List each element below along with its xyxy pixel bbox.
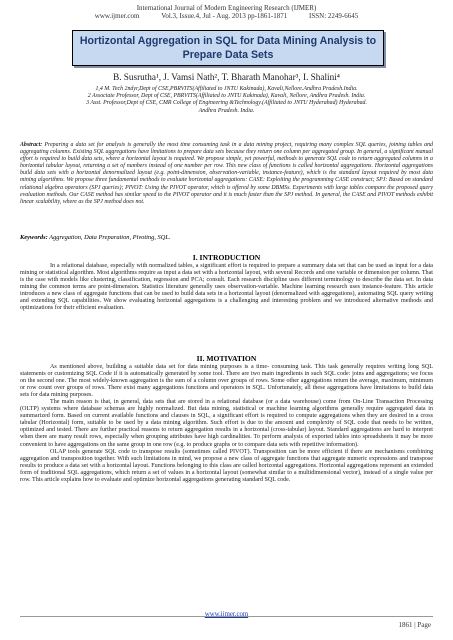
- journal-volume: Vol.3, Issue.4, Jul - Aug. 2013 pp-1861-1871: [161, 12, 288, 20]
- section-body-motivation: [20, 364, 433, 484]
- affiliation-1: 1,4 M. Tech 2ndyr,Dept of CSE,PBRVITS(Affiliated to JNTU Kakinada), Kavali,Nellore.Andhra Pradesh.India.: [95, 86, 358, 92]
- paragraph: OLAP tools generate SQL code to transpose results (sometimes called PIVOT). Transposition can be more efficient if there are mechanisms combining aggregation and transposition together. With such limitations in mind, we propose a new class of aggregate functions that aggregate numeric expressions and transpose results to produce a data set with a horizontal layout. Functions belonging to this class are called horizontal aggregations. Horizontal aggregations represent an extended form of traditional SQL aggregations, which return a set of values in a horizontal layout (somewhat similar to a multidimensional vector), instead of a single value per row. This article explains how to evaluate and optimize horizontal aggregations generating standard SQL code.: [20, 448, 433, 483]
- keywords-label: Keywords:: [20, 234, 48, 241]
- paper-title-box: [72, 30, 384, 66]
- affiliations: [20, 86, 433, 115]
- section-heading-motivation: II. MOTIVATION: [196, 354, 257, 363]
- journal-info-line: [0, 12, 453, 20]
- keywords-text: Aggregation, Data Preparation, Pivoting, SQL.: [47, 234, 171, 241]
- author-list: B. Susrutha¹, J. Vamsi Nath², T. Bharath Manohar³, I. Shalini⁴: [113, 72, 340, 82]
- paragraph: As mentioned above, building a suitable data set for data mining purposes is a time- consuming task. This task generally requires writing long SQL statements or customizing SQL Code if it is automatically generated by some tool. There are two main ingredients in such SQL code: joins and aggregations; we focus on the second one. The most widely-known aggregation is the sum of a column over groups of rows. Some other aggregations return the average, maximum, minimum or row count over groups of rows. There exist many aggregations functions and operators in SQL. Unfortunately, all these aggregations have limitations to build data sets for data mining purposes.: [20, 364, 433, 399]
- paper-title-line-1: Hortizontal Aggregation in SQL for Data Mining Analysis to: [79, 35, 377, 47]
- affiliation-3: 3 Asst. Professor,Dept of CSE, CMR College of Engineering &Technology.(Affiliated to JNTU Hyderabad) Hyderabad.: [86, 100, 367, 107]
- paragraph: In a relational database, especially with normalized tables, a significant effort is required to prepare a summary data set that can be used as input for a data mining or statistical algorithm. Most algorithms require as input a data set with a horizontal layout, with several Records and one variable or dimension per column. That is the case with models like clustering, classification, regression and PCA; consult. Each research discipline uses different terminology to describe the data set. In data mining the common terms are point-dimension. Statistics literature generally uses observation-variable. Machine learning research uses instance-feature. This article introduces a new class of aggregate functions that can be used to build data sets in a horizontal layout (denormalized with aggregations), automating SQL query writing and extending SQL capabilities. We show evaluating horizontal aggregations is a challenging and interesting problem and we introduced alternative methods and optimizations for their efficient evaluation.: [20, 263, 433, 312]
- journal-issn: ISSN: 2249-6645: [309, 12, 359, 20]
- section-heading-introduction: I. INTRODUCTION: [192, 253, 261, 262]
- journal-name: International Journal of Modern Engineering Research (IJMER): [136, 4, 317, 12]
- paragraph: The main reason is that, in general, data sets that are stored in a relational database (or a data warehouse) come from On-Line Transaction Processing (OLTP) systems where database schemas are highly normalized. But data mining, statistical or machine learning algorithms generally require aggregated data in summarized form. Based on current available functions and clauses in SQL, a significant effort is required to compute aggregations when they are desired in a cross tabular (Horizontal) form, suitable to be used by a data mining algorithm. Such effort is due to the amount and complexity of SQL code that needs to be written, optimized and tested. There are further practical reasons to return aggregation results in a horizontal (cross-tabular) layout. Standard aggregations are hard to interpret when there are many result rows, especially when grouping attributes have high cardinalities. To perform analysis of exported tables into spreadsheets it may be more convenient to have aggregations on the same group in one row (e.g. to produce graphs or to compare data sets with repetitive information).: [20, 399, 433, 448]
- paper-title-line-2: Prepare Data Sets: [182, 49, 274, 61]
- affiliation-2: 2 Associate Professor, Dept of CSE, PBRVITS(Affiliated to JNTU Kakinada), Kavali, Nellore, Andhra Pradesh. India.: [87, 93, 366, 100]
- abstract-text: Preparing a data set for analysis is generally the most time consuming task in a data mining project, requiring many complex SQL queries, joining tables and aggregating columns. Existing SQL aggregations have limitations to prepare data sets because they return one column per aggregated group. In general, a significant manual effort is required to build data sets, where a horizontal layout is required. We propose simple, yet powerful, methods to generate SQL code to return aggregated columns in a horizontal tabular layout, returning a set of numbers instead of one number per row. This new class of functions is called horizontal aggregations. Horizontal aggregations build data sets with a horizontal denormalized layout (e.g. point-dimension, observation-variable, instance-feature), which is the standard layout required by most data mining algorithms. We propose three fundamental methods to evaluate horizontal aggregations: CASE: Exploiting the programming CASE construct; SPJ: Based on standard relational algebra operators (SPJ queries); PIVOT: Using the PIVOT operator, which is offered by some DBMSs. Experiments with large tables compare the proposed query evaluation methods. Our CASE method has similar speed to the PIVOT operator and it is much faster than the SPJ method. In general, the CASE and PIVOT methods exhibit linear scalability, where as the SPJ method does not.: [20, 142, 433, 205]
- abstract-label: Abstract:: [20, 142, 43, 148]
- keywords: [20, 234, 433, 241]
- abstract: [20, 142, 433, 206]
- page-number: 1861 | Page: [398, 621, 431, 629]
- journal-url[interactable]: www.ijmer.com: [94, 12, 140, 20]
- affiliation-3-cont: Andhra Pradesh. India.: [198, 107, 255, 114]
- footer-url[interactable]: www.ijmer.com: [204, 611, 249, 618]
- section-body-introduction: [20, 263, 433, 312]
- footer-rule: [20, 616, 433, 617]
